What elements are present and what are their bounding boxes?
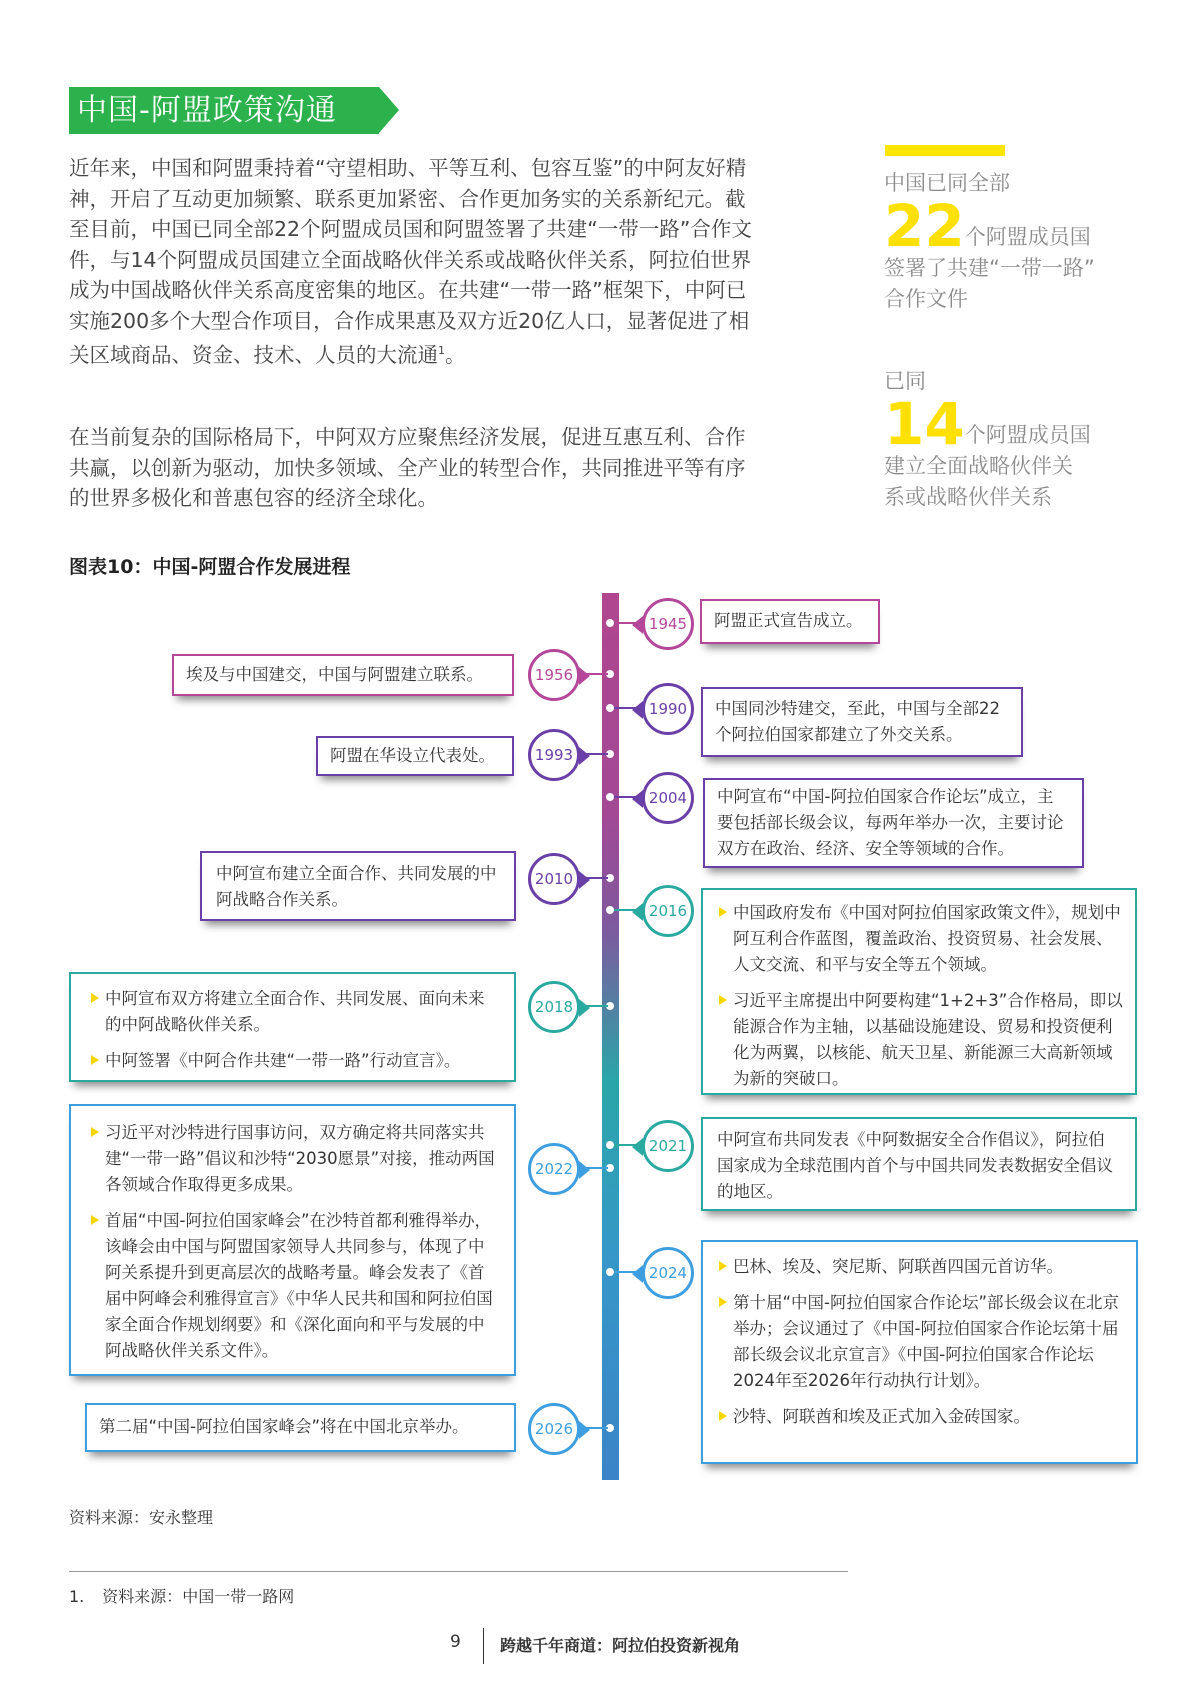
- body-text-end: 。: [445, 342, 466, 367]
- event-2004: [703, 778, 1084, 868]
- event-bullet: 第十届“中国-阿拉伯国家合作论坛”部长级会议在北京举办；会议通过了《中国-阿拉伯国家合作论坛第十届部长级会议北京宣言》《中国-阿拉伯国家合作论坛2024年至2026年行动执行计划》。: [717, 1290, 1122, 1394]
- page-number: 9: [450, 1632, 461, 1652]
- figure-caption: 图表10：中国-阿盟合作发展进程: [69, 556, 351, 578]
- stat-number: 22: [884, 192, 965, 260]
- event-2010: [200, 851, 516, 921]
- section-title: 中国-阿盟政策沟通: [77, 93, 337, 128]
- event-bullet: 习近平主席提出中阿要构建“1+2+3”合作格局，即以能源合作为主轴，以基础设施建设、贸易和投资便利化为两翼，以核能、航天卫星、新能源三大高新领域为新的突破口。: [717, 988, 1125, 1092]
- year-label: 2024: [648, 1264, 688, 1282]
- year-marker-1993: [528, 729, 580, 781]
- year-marker-2004: [642, 772, 694, 824]
- footnote-number: 1.: [69, 1587, 85, 1606]
- stat-line: 系或战略伙伴关系: [884, 485, 1052, 509]
- event-text: 中国同沙特建交，至此，中国与全部22个阿拉伯国家都建立了外交关系。: [715, 699, 1000, 744]
- event-1993: [316, 736, 514, 776]
- year-label: 2018: [534, 998, 574, 1016]
- footnote-ref[interactable]: 1: [438, 344, 445, 357]
- body-paragraph-2: [69, 422, 759, 514]
- stat-14: [884, 366, 1184, 513]
- year-label: 1990: [648, 700, 688, 718]
- footer-title: 跨越千年商道：阿拉伯投资新视角: [500, 1636, 741, 1655]
- figure-source: 资料来源：安永整理: [69, 1508, 214, 1527]
- event-bullet: 沙特、阿联酋和埃及正式加入金砖国家。: [717, 1404, 1122, 1430]
- year-marker-1990: [642, 683, 694, 735]
- event-text: 中阿宣布“中国-阿拉伯国家合作论坛”成立，主要包括部长级会议，每两年举办一次，主要讨论双方在政治、经济、安全等领域的合作。: [717, 787, 1064, 858]
- body-paragraph-1: [69, 153, 759, 370]
- event-bullet: 中阿签署《中阿合作共建“一带一路”行动宣言》。: [89, 1048, 500, 1074]
- event-bullet: 中阿宣布双方将建立全面合作、共同发展、面向未来的中阿战略伙伴关系。: [89, 986, 500, 1038]
- event-2022: [69, 1104, 516, 1376]
- year-marker-2016: [642, 885, 694, 937]
- accent-bar: [885, 145, 1005, 156]
- timeline-dot: [606, 1141, 614, 1149]
- stat-line: 合作文件: [884, 287, 968, 311]
- event-text: 阿盟正式宣告成立。: [714, 611, 863, 630]
- timeline-dot: [606, 1268, 614, 1276]
- year-label: 2026: [534, 1420, 574, 1438]
- year-label: 1945: [648, 615, 688, 633]
- year-marker-2026: [528, 1403, 580, 1455]
- footnote-divider: [69, 1571, 848, 1572]
- footnote-text: 资料来源：中国一带一路网: [102, 1587, 295, 1606]
- stat-line: 签署了共建“一带一路”: [884, 256, 1095, 280]
- event-text: 埃及与中国建交，中国与阿盟建立联系。: [186, 665, 483, 684]
- year-label: 1993: [534, 746, 574, 764]
- event-bullet: 习近平对沙特进行国事访问，双方确定将共同落实共建“一带一路”倡议和沙特“2030愿景”对接，推动两国各领域合作取得更多成果。: [89, 1120, 500, 1198]
- body-text: 近年来，中国和阿盟秉持着“守望相助、平等互利、包容互鉴”的中阿友好精神，开启了互动更加频繁、联系更加紧密、合作更加务实的关系新纪元。截至目前，中国已同全部22个阿盟成员国和阿盟签署了共建“一带一路”合作文件，与14个阿盟成员国建立全面战略伙伴关系或战略伙伴关系，阿拉伯世界成为中国战略伙伴关系高度密集的地区。在共建“一带一路”框架下，中阿已实施200多个大型合作项目，合作成果惠及双方近20亿人口，显著促进了相关区域商品、资金、技术、人员的大流通: [69, 156, 752, 367]
- year-marker-1956: [528, 649, 580, 701]
- event-2024: [701, 1240, 1138, 1464]
- event-text: 中阿宣布建立全面合作、共同发展的中阿战略合作关系。: [216, 864, 497, 909]
- year-label: 1956: [534, 666, 574, 684]
- section-title-banner: [69, 87, 379, 134]
- event-1956: [172, 654, 514, 696]
- footnote: [69, 1584, 312, 1607]
- year-marker-1945: [642, 598, 694, 650]
- year-label: 2016: [648, 902, 688, 920]
- event-text: 第二届“中国-阿拉伯国家峰会”将在中国北京举办。: [99, 1417, 469, 1436]
- timeline-dot: [606, 704, 614, 712]
- footer-divider: [483, 1628, 484, 1664]
- timeline-dot: [606, 906, 614, 914]
- event-2018: [69, 972, 516, 1082]
- event-2016: [701, 888, 1137, 1095]
- event-1990: [701, 687, 1023, 757]
- event-2026: [85, 1403, 516, 1452]
- timeline-axis: [602, 593, 619, 1480]
- year-marker-2021: [642, 1120, 694, 1172]
- stat-unit: 个阿盟成员国: [964, 423, 1091, 447]
- year-label: 2022: [534, 1160, 574, 1178]
- stat-pre: 中国已同全部: [884, 171, 1010, 195]
- event-text: 阿盟在华设立代表处。: [330, 746, 495, 765]
- stat-22: [884, 168, 1184, 315]
- year-label: 2010: [534, 870, 574, 888]
- event-1945: [700, 599, 880, 644]
- timeline-dot: [606, 619, 614, 627]
- event-bullet: 巴林、埃及、突尼斯、阿联酋四国元首访华。: [717, 1254, 1122, 1280]
- stat-line: 建立全面战略伙伴关: [884, 454, 1073, 478]
- stat-unit: 个阿盟成员国: [964, 225, 1091, 249]
- body-text: 在当前复杂的国际格局下，中阿双方应聚焦经济发展，促进互惠互利、合作共赢，以创新为驱动，加快多领域、全产业的转型合作，共同推进平等有序的世界多极化和普惠包容的经济全球化。: [69, 425, 746, 510]
- event-2021: [701, 1117, 1137, 1211]
- stat-pre: 已同: [884, 369, 926, 393]
- year-marker-2024: [642, 1247, 694, 1299]
- event-text: 中阿宣布共同发表《中阿数据安全合作倡议》，阿拉伯国家成为全球范围内首个与中国共同发表数据安全倡议的地区。: [717, 1130, 1113, 1201]
- year-marker-2022: [528, 1143, 580, 1195]
- year-marker-2010: [528, 853, 580, 905]
- event-bullet: 首届“中国-阿拉伯国家峰会”在沙特首都利雅得举办，该峰会由中国与阿盟国家领导人共同参与，体现了中阿关系提升到更高层次的战略考量。峰会发表了《首届中阿峰会利雅得宣言》《中华人民共和国和阿拉伯国家全面合作规划纲要》和《深化面向和平与发展的中阿战略伙伴关系文件》。: [89, 1208, 500, 1364]
- year-marker-2018: [528, 981, 580, 1033]
- year-label: 2021: [648, 1137, 688, 1155]
- year-label: 2004: [648, 789, 688, 807]
- stat-number: 14: [884, 390, 965, 458]
- timeline-dot: [606, 793, 614, 801]
- event-bullet: 中国政府发布《中国对阿拉伯国家政策文件》，规划中阿互利合作蓝图，覆盖政治、投资贸易、社会发展、人文交流、和平与安全等五个领域。: [717, 900, 1125, 978]
